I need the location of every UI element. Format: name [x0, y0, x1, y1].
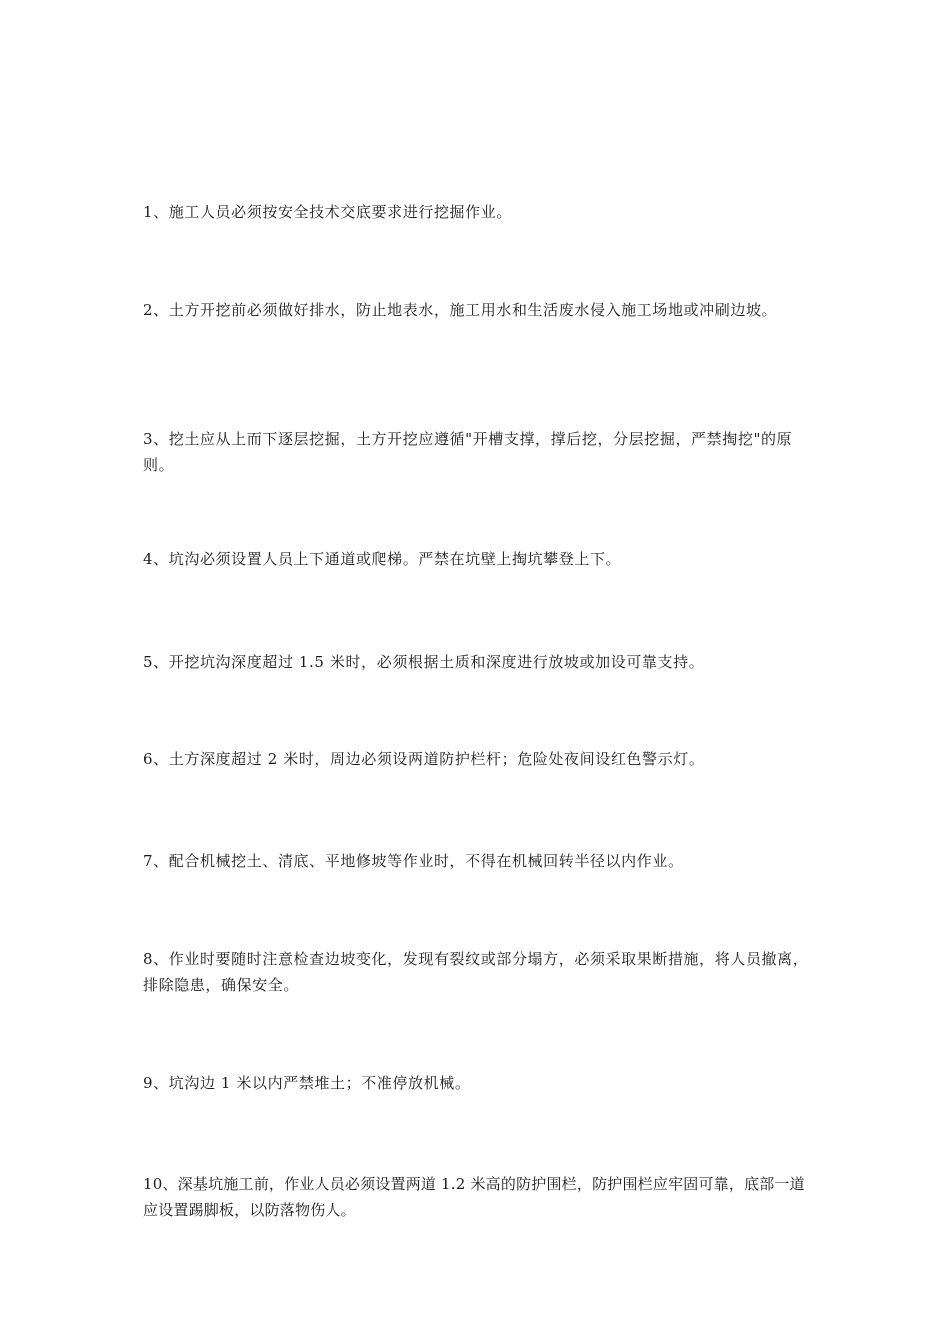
safety-rule-2: 2、土方开挖前必须做好排水，防止地表水，施工用水和生活废水侵入施工场地或冲刷边坡。 — [143, 301, 778, 319]
safety-rule-8: 8、作业时要随时注意检查边坡变化，发现有裂纹或部分塌方，必须采取果断措施，将人员撤离，排除隐患，确保安全。 — [143, 950, 809, 994]
safety-rule-3: 3、挖土应从上而下逐层挖掘，土方开挖应遵循"开槽支撑，撑后挖，分层挖掘，严禁掏挖"的原则。 — [143, 430, 793, 474]
safety-rule-6: 6、土方深度超过 2 米时，周边必须设两道防护栏杆；危险处夜间设红色警示灯。 — [143, 750, 705, 768]
safety-rule-10: 10、深基坑施工前，作业人员必须设置两道 1.2 米高的防护围栏，防护围栏应牢固可靠，底部一道应设置踢脚板，以防落物伤人。 — [143, 1175, 805, 1219]
safety-rule-1: 1、施工人员必须按安全技术交底要求进行挖掘作业。 — [143, 203, 512, 221]
safety-rule-9: 9、坑沟边 1 米以内严禁堆土；不准停放机械。 — [143, 1074, 471, 1092]
safety-rule-5: 5、开挖坑沟深度超过 1.5 米时，必须根据土质和深度进行放坡或加设可靠支持。 — [143, 653, 705, 671]
safety-rule-7: 7、配合机械挖土、清底、平地修坡等作业时，不得在机械回转半径以内作业。 — [143, 852, 684, 870]
safety-rule-4: 4、坑沟必须设置人员上下通道或爬梯。严禁在坑壁上掏坑攀登上下。 — [143, 550, 622, 568]
